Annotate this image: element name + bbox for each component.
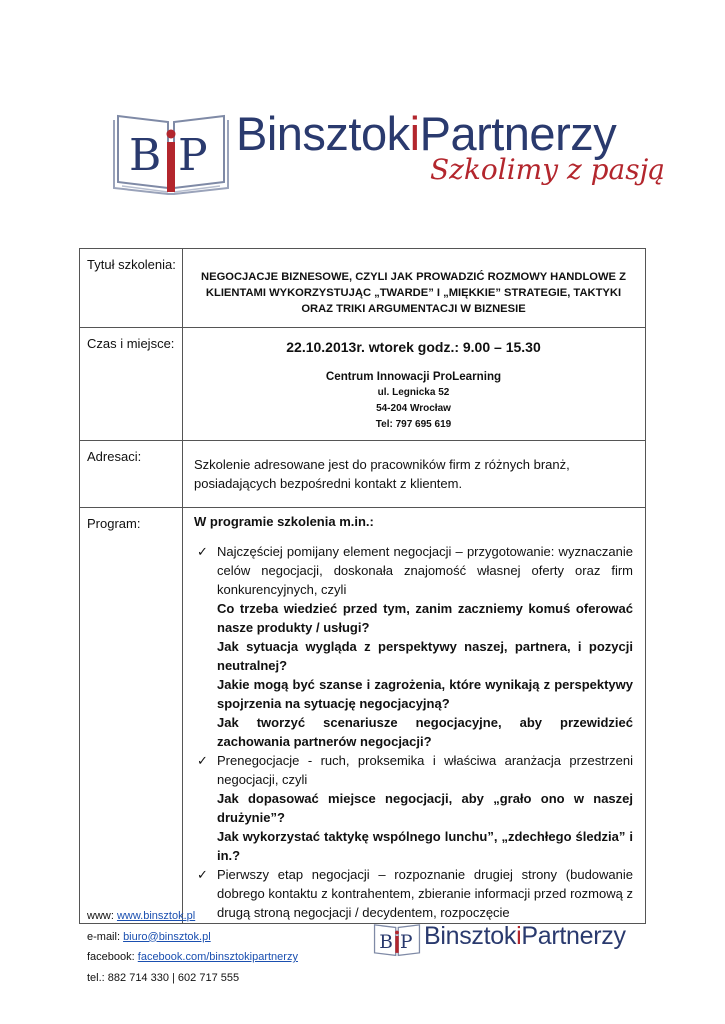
venue-name: Centrum Innowacji ProLearning: [325, 370, 502, 383]
program-question: Co trzeba wiedzieć przed tym, zanim zaczniemy komuś oferować nasze produkty / usługi?: [217, 601, 633, 635]
title-label-cell: [80, 249, 183, 328]
program-question: Jak sytuacja wygląda z perspektywy naszej, partnera, i pozycji neutralnej?: [217, 639, 633, 673]
training-info-table: [79, 248, 646, 924]
time-place-label: Czas i miejsce:: [87, 336, 175, 351]
program-item-text: Najczęściej pomijany element negocjacji – przygotowanie: wyznaczanie celów negocjacji, doskonała znajomość własnej oferty oraz firm konkurencyjnych, czyli: [217, 544, 633, 597]
program-question: Jakie mogą być szanse i zagrożenia, które wynikają z perspektywy spojrzenia na sytuację negocjacyjną?: [217, 677, 633, 711]
table-row-program: [80, 508, 646, 924]
program-item-text: Prenegocjacje - ruch, proksemika i właściwa aranżacja przestrzeni negocjacji, czyli: [217, 753, 633, 787]
program-value-cell: [183, 508, 646, 924]
venue-block: [194, 368, 633, 433]
time-value-cell: [183, 328, 646, 441]
footer-email: e-mail: biuro@binsztok.pl: [87, 930, 211, 943]
table-row-title: [80, 249, 646, 328]
program-question: Jak tworzyć scenariusze negocjacyjne, aby przewidzieć zachowania partnerów negocjacji?: [217, 715, 633, 749]
time-label-cell: [80, 328, 183, 441]
program-label: Program:: [87, 516, 141, 531]
venue-city: 54-204 Wrocław: [376, 403, 451, 414]
venue-phone: Tel: 797 695 619: [375, 419, 452, 430]
program-question: Jak dopasować miejsce negocjacji, aby „grało ono w naszej drużynie”?: [217, 791, 633, 825]
website-link[interactable]: www.binsztok.pl: [116, 910, 196, 922]
training-title: NEGOCJACJE BIZNESOWE, CZYLI JAK PROWADZIĆ ROZMOWY HANDLOWE Z KLIENTAMI WYKORZYSTUJĄC „TWARDE” I „MIĘKKIE” STRATEGIE, TAKTYKI ORAZ TRIKI ARGUMENTACJI W BIZNESIE: [201, 271, 626, 315]
training-datetime: 22.10.2013r. wtorek godz.: 9.00 – 15.30: [286, 339, 541, 355]
svg-text:B: B: [129, 130, 162, 181]
list-item: [194, 751, 633, 865]
program-label-cell: [80, 508, 183, 924]
svg-text:P: P: [178, 130, 208, 181]
addressees-text: Szkolenie adresowane jest do pracowników firm z różnych branż, posiadających bezpośredni kontakt z klientem.: [194, 457, 570, 491]
program-heading: W programie szkolenia m.in.:: [194, 514, 374, 529]
program-list: [194, 542, 633, 922]
svg-text:B: B: [379, 931, 393, 953]
venue-street: ul. Legnicka 52: [377, 387, 450, 398]
title-value-cell: [183, 249, 646, 328]
program-question: Jak wykorzystać taktykę wspólnego lunchu”, „zdechłego śledzia” i in.?: [217, 829, 633, 863]
brand-name: BinsztokiPartnerzy: [236, 107, 617, 160]
footer-logo: [372, 920, 642, 964]
list-item: [194, 542, 633, 751]
table-row-addressees: [80, 441, 646, 508]
open-book-bp-emblem-icon: [372, 920, 422, 962]
checkmark-icon: ✓: [197, 544, 208, 559]
facebook-link[interactable]: facebook.com/binsztokipartnerzy: [137, 951, 298, 963]
program-item-text: Pierwszy etap negocjacji – rozpoznanie drugiej strony (budowanie dobrego kontaktu z kontrahentem, zbieranie informacji przed rozmową z drugą stroną negocjacji / decydentem, rozpoczęcie: [217, 867, 633, 920]
footer-facebook: facebook: facebook.com/binsztokipartnerzy: [87, 951, 298, 963]
footer-brand-name: BinsztokiPartnerzy: [424, 922, 626, 950]
footer-contacts: [87, 906, 298, 988]
svg-text:P: P: [399, 931, 413, 953]
header-logo: [112, 107, 665, 200]
addressees-label: Adresaci:: [87, 449, 142, 464]
checkmark-icon: ✓: [197, 867, 208, 882]
address-label-cell: [80, 441, 183, 508]
table-row-time-place: [80, 328, 646, 441]
brand-tagline: Szkolimy z pasją: [430, 153, 665, 186]
title-label: Tytuł szkolenia:: [87, 257, 176, 272]
checkmark-icon: ✓: [197, 753, 208, 768]
open-book-bp-emblem-icon: [112, 108, 230, 200]
footer-phones: tel.: 882 714 330 | 602 717 555: [87, 971, 240, 984]
footer-www: www: www.binsztok.pl: [87, 910, 196, 922]
email-link[interactable]: biuro@binsztok.pl: [123, 930, 211, 943]
address-value-cell: [183, 441, 646, 508]
